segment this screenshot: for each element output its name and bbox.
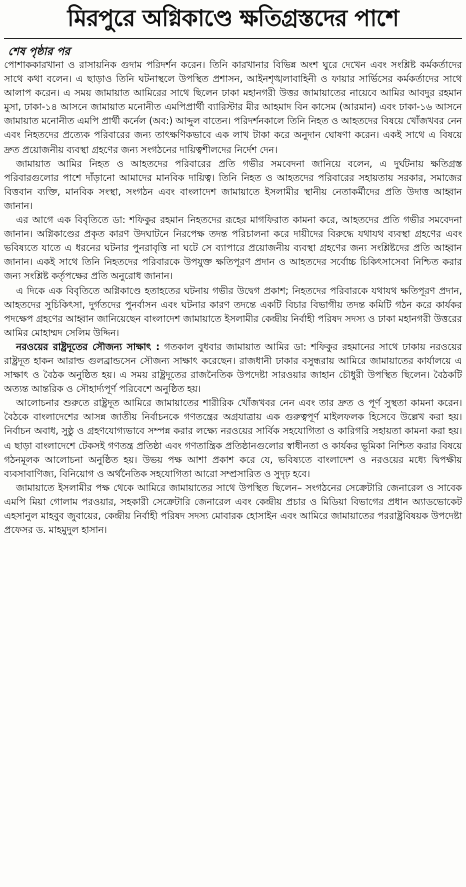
headline-rule (4, 38, 462, 39)
continued-label: শেষ পৃষ্ঠার পর (8, 45, 71, 58)
article-paragraph: আলোচনার শুরুতে রাষ্ট্রদূত আমিরে জামায়াতের শারীরিক খোঁজখবর নেন এবং তার দ্রুত ও পূর্ণ সুস্থতা কামনা করেন। বৈঠকে বাংলাদেশের আসন্ন জাতীয় নির্বাচনকে গণতন্ত্রের অগ্রযাত্রায় এক গুরুত্বপূর্ণ মাইলফলক হিসেবে উল্লেখ করা হয়। নির্বাচন অবাধ, সুষ্ঠু ও গ্রহণযোগ্যভাবে সম্পন্ন করার লক্ষ্যে নরওয়ের সার্বিক সহযোগিতা ও কারিগরি সহায়তা কামনা করা হয়। এ ছাড়া বাংলাদেশে টেকসই গণতন্ত্র প্রতিষ্ঠা এবং গণতান্ত্রিক প্রতিষ্ঠানগুলোর স্বাধীনতা ও কার্যকর ভূমিকা নিশ্চিত করার বিষয়ে গঠনমূলক আলোচনা অনুষ্ঠিত হয়। উভয় পক্ষ আশা প্রকাশ করে যে, ভবিষ্যতে বাংলাদেশ ও নরওয়ের মধ্যে দ্বিপক্ষীয় ব্যবসাবাণিজ্য, বিনিয়োগ ও অর্থনৈতিক সহযোগিতা আরো সম্প্রসারিত ও সুদৃঢ় হবে। (4, 398, 462, 480)
section-subheading: নরওয়ের রাষ্ট্রদূতের সৌজন্য সাক্ষাৎ : (16, 341, 160, 353)
section-lead-paragraph (4, 341, 462, 397)
article-paragraph: এ দিকে এক বিবৃতিতে অগ্নিকাণ্ডে হতাহতের ঘটনায় গভীর উদ্বেগ প্রকাশ; নিহতদের পরিবারকে যথাযথ ক্ষতিপূরণ প্রদান, আহতদের সুচিকিৎসা, দুর্গতদের পুনর্বাসন এবং ঘটনার কারণ তদন্তে একটি বিচার বিভাগীয় তদন্ত কমিটি গঠন করে কার্যকর পদক্ষেপ গ্রহণের আহ্বান জানিয়েছেন বাংলাদেশ জামায়াতে ইসলামীর কেন্দ্রীয় নির্বাহী পরিষদ সদস্য ও ঢাকা মহানগরী উত্তরের আমির মোহাম্মদ সেলিম উদ্দিন। (4, 285, 462, 339)
article-paragraph: জামায়াতে ইসলামীর পক্ষ থেকে আমিরে জামায়াতের সাথে উপস্থিত ছিলেন– সংগঠনের সেক্রেটারি জেনারেল ও সাবেক এমপি মিয়া গোলাম পরওয়ার, সহকারী সেক্রেটারি জেনারেল এবং কেন্দ্রীয় প্রচার ও মিডিয়া বিভাগের প্রধান অ্যাডভোকেট এহসানুল মাহবুব জুবায়ের, কেন্দ্রীয় নির্বাহী পরিষদ সদস্য মোবারক হোসাইন এবং আমিরে জামায়াতের পররাষ্ট্রবিষয়ক উপদেষ্টা প্রফেসর ড. মাহমুদুল হাসান। (4, 482, 462, 537)
article-paragraph: এর আগে এক বিবৃতিতে ডা: শফিকুর রহমান নিহতদের রূহের মাগফিরাত কামনা করে, আহতদের প্রতি গভীর সমবেদনা জানান। অগ্নিকাণ্ডের প্রকৃত কারণ উদঘাটনে নিরপেক্ষ তদন্ত পরিচালনা করে দায়ীদের বিরুদ্ধে যথাযথ ব্যবস্থা গ্রহণের এবং ভবিষ্যতে যাতে এ ধরনের ঘটনার পুনরাবৃত্তি না ঘটে সে ব্যাপারে প্রয়োজনীয় ব্যবস্থা গ্রহণের জন্য সংশ্লিষ্টদের প্রতি আহ্বান জানান। একই সাথে তিনি নিহতদের পরিবারকে উপযুক্ত ক্ষতিপূরণ প্রদান ও আহতদের সর্বোচ্চ চিকিৎসাসেবা নিশ্চিত করার জন্য সংশ্লিষ্ট কর্তৃপক্ষের প্রতি অনুরোধ জানান। (4, 215, 462, 283)
headline: মিরপুরে অগ্নিকাণ্ডে ক্ষতিগ্রস্তদের পাশে (67, 5, 399, 32)
section-lead-text: গতকাল বুধবার জামায়াত আমির ডা: শফিকুর রহমানের সাথে ঢাকায় নরওয়ের রাষ্ট্রদূত হাকন আরাল্ড গুলব্রান্ডসেন সৌজন্য সাক্ষাৎ করেছেন। রাজধানী ঢাকার বসুন্ধরায় আমিরে জামায়াতের কার্যালয়ে এ সাক্ষাৎ ও বৈঠক অনুষ্ঠিত হয়। এ সময় রাষ্ট্রদূতের রাজনৈতিক উপদেষ্টা সারওয়ার জাহান চৌধুরী উপস্থিত ছিলেন। বৈঠকটি অত্যন্ত আন্তরিক ও সৌহার্দ্যপূর্ণ পরিবেশে অনুষ্ঠিত হয়। (4, 341, 462, 396)
article-paragraph: পোশাককারখানা ও রাসায়নিক গুদাম পরিদর্শন করেন। তিনি কারখানার বিভিন্ন অংশ ঘুরে দেখেন এবং সংশ্লিষ্ট কর্মকর্তাদের সাথে কথা বলেন। এ ছাড়াও তিনি ঘটনাস্থলে উপস্থিত প্রশাসন, আইনশৃঙ্খলাবাহিনী ও ফায়ার সার্ভিসের কর্মকর্তাদের সাথে আলাপ করেন। এ সময় জামায়াত আমিরের সাথে ছিলেন ঢাকা মহানগরী উত্তর জামায়াতের নায়েবে আমির আবদুর রহমান মুসা, ঢাকা-১৪ আসনে জামায়াত মনোনীত এমপিপ্রার্থী ব্যারিস্টার মীর আহমাদ বিন কাসেম (আরমান) এবং ঢাকা-১৬ আসনে জামায়াত মনোনীত এমপি প্রার্থী কর্নেল (অব:) আব্দুল বাতেন। পরিদর্শনকালে তিনি নিহত ও আহতদের বিষয়ে খোঁজখবর নেন এবং নিহতদের প্রত্যেক পরিবারের জন্য তাৎক্ষণিকভাবে এক লাখ টাকা করে অনুদান ঘোষণা করেন। একই সাথে এ বিষয়ে দ্রুত প্রয়োজনীয় ব্যবস্থা গ্রহণের জন্য সংগঠনের দায়িত্বশীলদের নির্দেশ দেন। (4, 60, 462, 156)
article-body (4, 59, 462, 538)
article-paragraph: জামায়াত আমির নিহত ও আহতদের পরিবারের প্রতি গভীর সমবেদনা জানিয়ে বলেন, এ দুর্ঘটনায় ক্ষতিগ্রস্ত পরিবারগুলোর পাশে দাঁড়ানো আমাদের মানবিক দায়িত্ব। তিনি নিহত ও আহতদের পরিবারের সহায়তায় সরকার, সমাজের বিত্তবান ব্যক্তি, মানবিক সংস্থা, সংগঠন এবং বাংলাদেশ জামায়াতে ইসলামীর স্থানীয় নেতাকর্মীদের প্রতি উদাত্ত আহ্বান জানান। (4, 158, 462, 212)
